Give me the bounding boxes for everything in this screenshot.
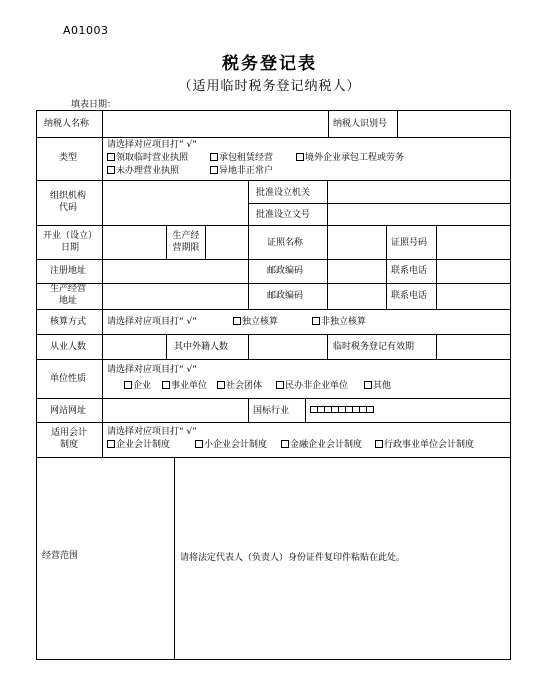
form-title: 税务登记表: [222, 54, 317, 74]
checkbox-icon: [276, 381, 284, 389]
prod-address-label: 生产经营地址: [49, 284, 86, 306]
accounting-option-independent[interactable]: 独立核算: [233, 316, 278, 328]
checkbox-icon: [296, 153, 304, 161]
checkbox-icon: [217, 381, 225, 389]
reg-address-label: 注册地址: [50, 266, 87, 276]
checkbox-icon: [107, 153, 115, 161]
type-option-temp-license[interactable]: 领取临时营业执照: [107, 152, 188, 164]
phone-label: 联系电话: [391, 266, 428, 276]
website-label: 网站网址: [50, 406, 87, 416]
org-code-field[interactable]: [103, 181, 248, 225]
accounting-instruction: 请选择对应项目打“ √”: [107, 317, 197, 327]
id-copy-note: 请将法定代表人（负责人）身份证件复印件粘贴在此处。: [180, 553, 406, 563]
type-option-contract-lease[interactable]: 承包租赁经营: [210, 152, 273, 164]
postcode-label-2: 邮政编码: [267, 291, 304, 301]
checkbox-icon: [312, 317, 320, 325]
type-option-overseas[interactable]: 境外企业承包工程或劳务: [296, 152, 404, 164]
unit-nature-instruction: 请选择对应项目打“ √”: [107, 365, 197, 375]
accounting-system-small-enterprise[interactable]: 小企业会计制度: [195, 439, 267, 451]
unit-option-other[interactable]: 其他: [364, 380, 391, 392]
org-code-label: 组织机构代码: [50, 191, 87, 213]
employees-label: 从业人数: [50, 342, 87, 352]
approval-doc-label: 批准设立文号: [256, 210, 311, 220]
type-option-no-license[interactable]: 未办理营业执照: [107, 165, 179, 177]
unit-option-social-group[interactable]: 社会团体: [217, 380, 262, 392]
checkbox-icon: [233, 317, 241, 325]
industry-code-boxes[interactable]: [310, 405, 373, 417]
checkbox-icon: [281, 440, 289, 448]
accounting-system-instruction: 请选择对应项目打“ √”: [107, 427, 197, 437]
taxpayer-id-label: 纳税人识别号: [333, 119, 388, 129]
taxpayer-name-field[interactable]: [103, 111, 328, 137]
checkbox-icon: [107, 440, 115, 448]
type-option-nonlocal[interactable]: 异地非正常户: [210, 165, 273, 177]
checkbox-icon: [210, 153, 218, 161]
checkbox-icon: [107, 166, 115, 174]
checkbox-icon: [364, 381, 372, 389]
form-subtitle: （适用临时税务登记纳税人）: [178, 79, 361, 94]
approval-org-label: 批准设立机关: [256, 188, 311, 198]
accounting-system-enterprise[interactable]: 企业会计制度: [107, 439, 170, 451]
accounting-system-administrative[interactable]: 行政事业单位会计制度: [375, 439, 474, 451]
business-scope-field[interactable]: [37, 458, 174, 659]
unit-nature-label: 单位性质: [50, 374, 87, 384]
foreign-employees-label: 其中外籍人数: [174, 342, 229, 352]
taxpayer-name-label: 纳税人名称: [44, 119, 90, 129]
checkbox-icon: [375, 440, 383, 448]
type-instruction: 请选择对应项目打“ √”: [107, 140, 197, 150]
cert-no-label: 证照号码: [391, 238, 428, 248]
business-scope-label: 经营范围: [42, 551, 79, 561]
taxpayer-id-field[interactable]: [398, 111, 510, 137]
accounting-option-dependent[interactable]: 非独立核算: [312, 316, 366, 328]
checkbox-icon: [124, 381, 132, 389]
fill-date-label: 填表日期：: [71, 100, 117, 110]
form-code: A01003: [63, 24, 109, 37]
open-date-label: 开业（设立）日期: [42, 231, 97, 253]
industry-label: 国标行业: [253, 406, 290, 416]
cert-name-label: 证照名称: [267, 238, 304, 248]
phone-label-2: 联系电话: [391, 291, 428, 301]
validity-label: 临时税务登记有效期: [333, 342, 415, 352]
postcode-label: 邮政编码: [267, 266, 304, 276]
production-period-label: 生产经营期限: [172, 231, 200, 253]
unit-option-private-nonenterprise[interactable]: 民办非企业单位: [276, 380, 348, 392]
unit-option-enterprise[interactable]: 企业: [124, 380, 151, 392]
checkbox-icon: [210, 166, 218, 174]
accounting-method-label: 核算方式: [50, 317, 87, 327]
accounting-system-label: 适用会计制度: [50, 428, 87, 450]
checkbox-icon: [162, 381, 170, 389]
website-field[interactable]: [103, 399, 248, 422]
type-label: 类型: [59, 153, 78, 163]
accounting-system-financial[interactable]: 金融企业会计制度: [281, 439, 362, 451]
unit-option-public-institution[interactable]: 事业单位: [162, 380, 207, 392]
checkbox-icon: [195, 440, 203, 448]
